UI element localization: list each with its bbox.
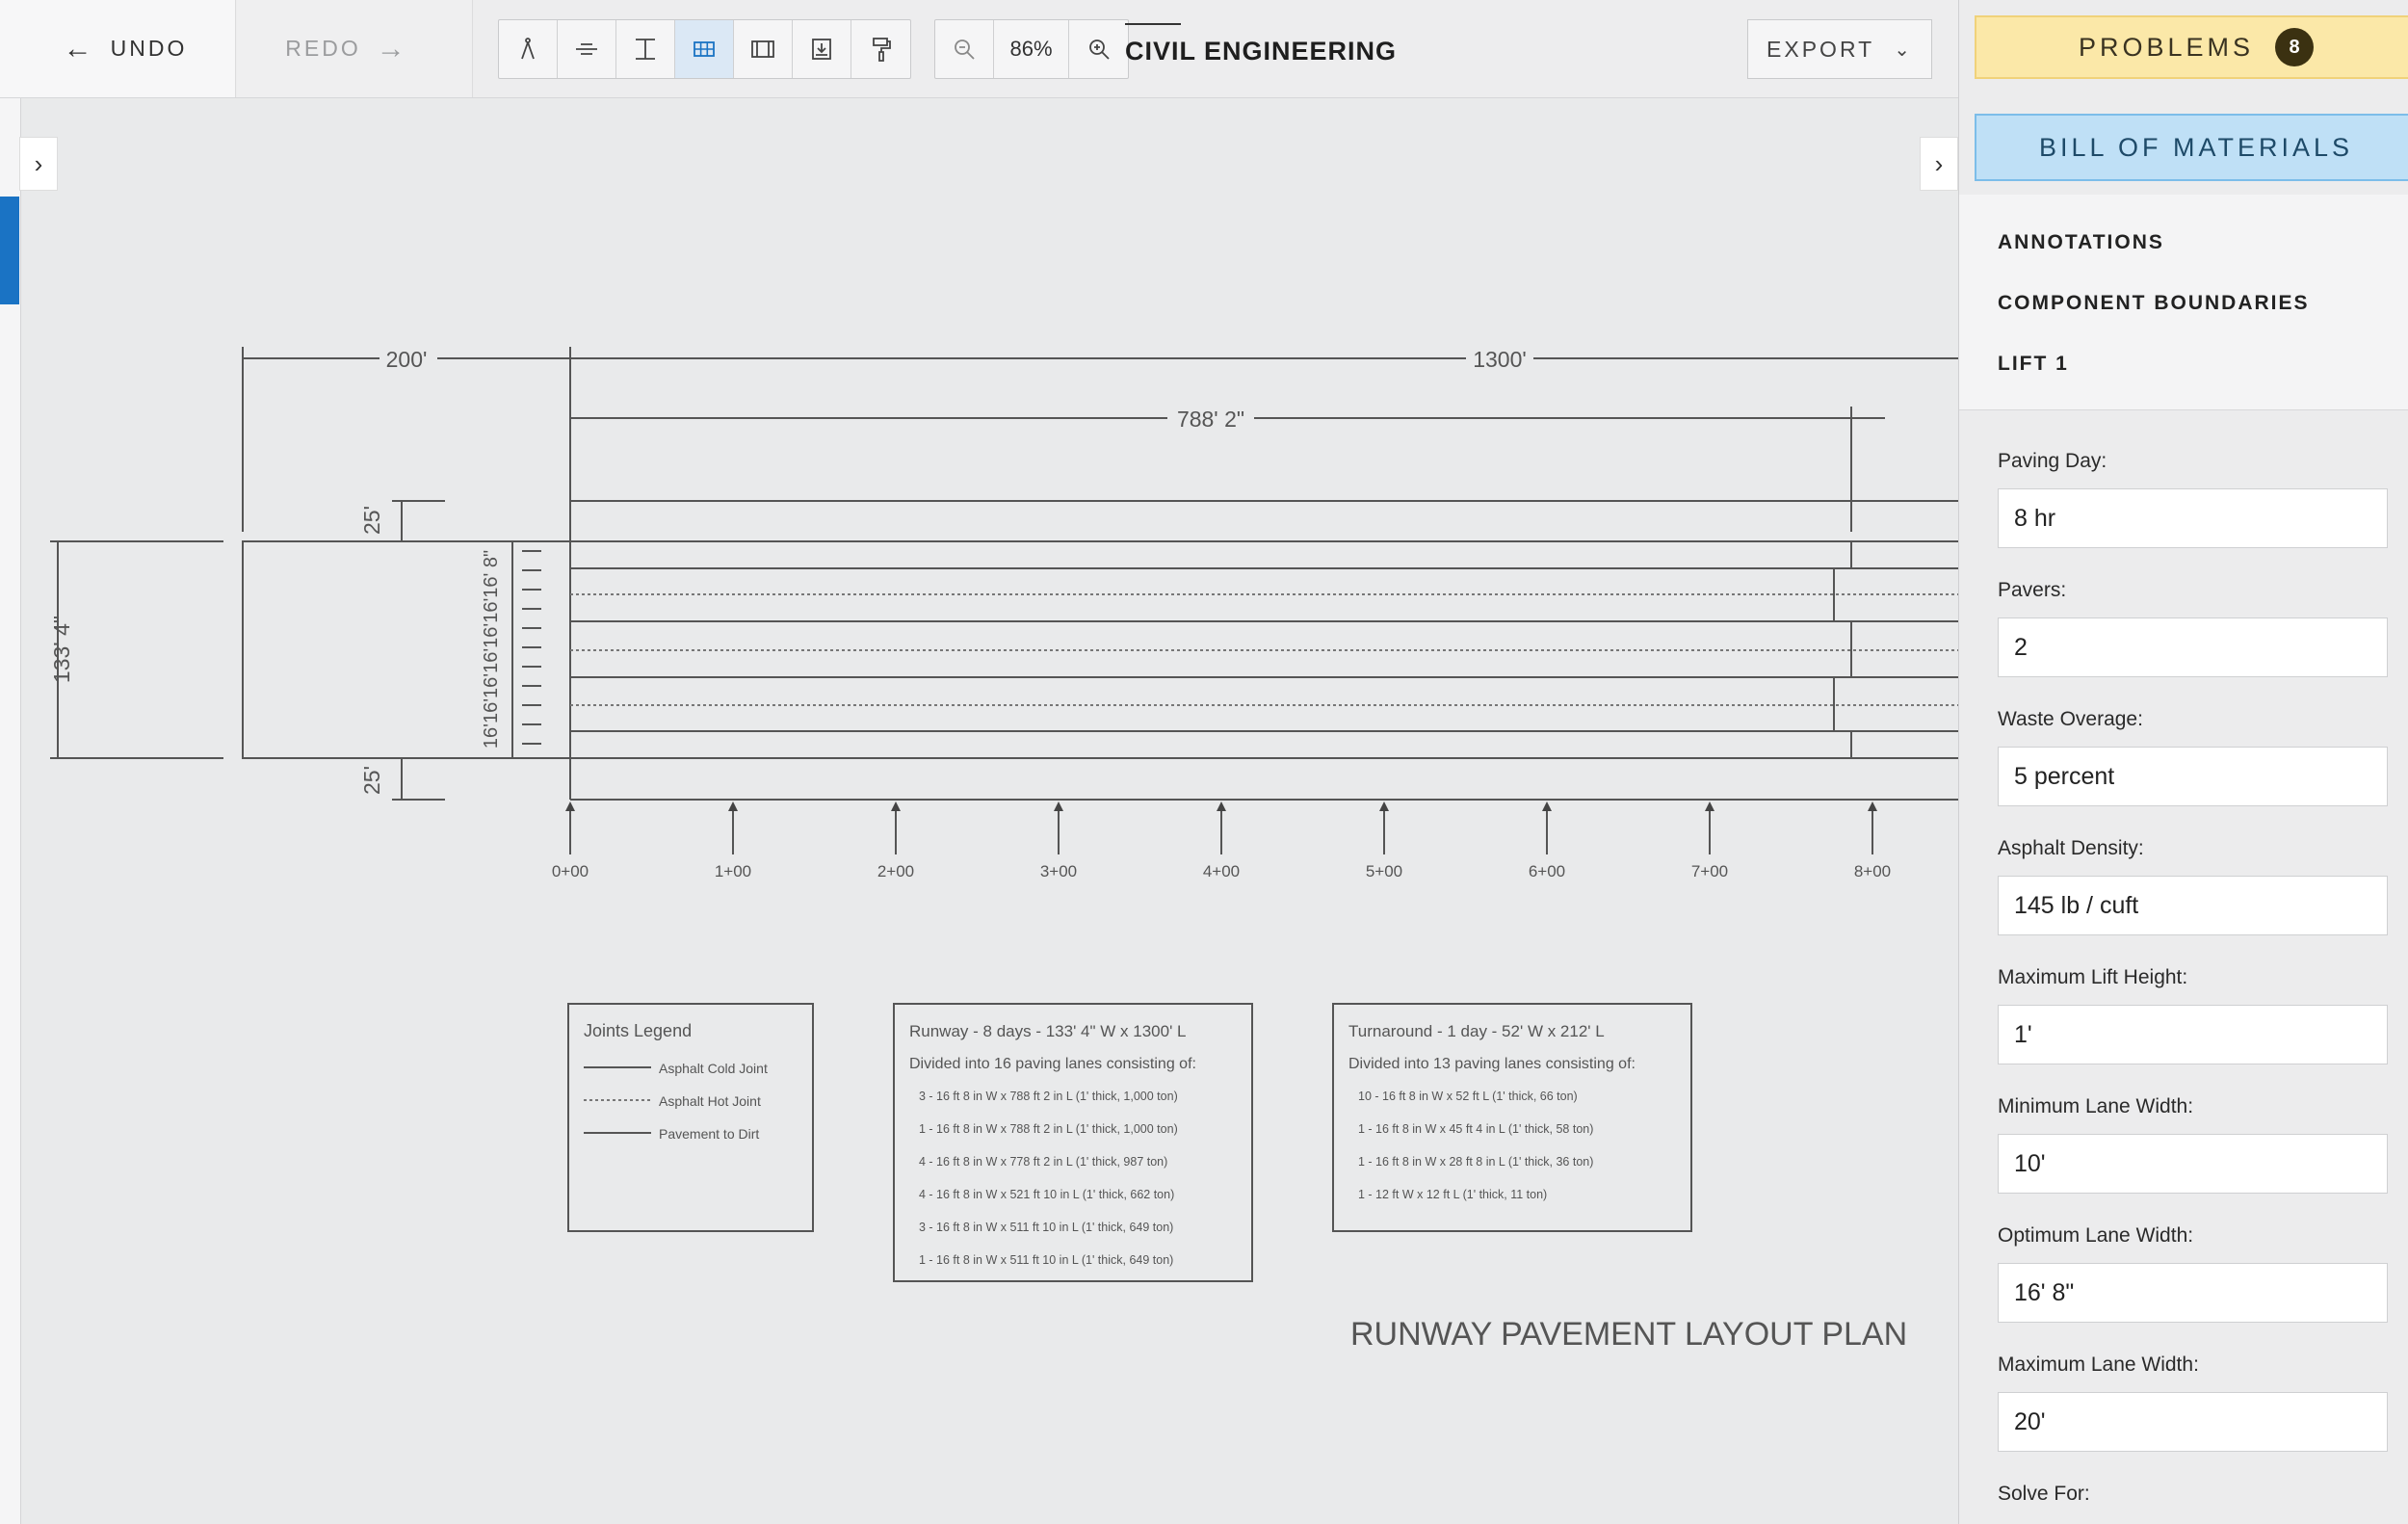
- expand-right-panel-button[interactable]: [1920, 137, 1958, 191]
- legend-item: Asphalt Cold Joint: [659, 1061, 768, 1076]
- grid-icon[interactable]: [675, 20, 734, 78]
- pavement-layout-drawing: [21, 98, 1958, 1524]
- joints-legend-title: Joints Legend: [584, 1021, 693, 1040]
- page-title: CIVIL ENGINEERING: [1125, 37, 1398, 66]
- bill-of-materials-button[interactable]: [1975, 114, 2408, 181]
- undo-button[interactable]: [0, 0, 236, 97]
- paving-day-label: Paving Day:: [1998, 450, 2107, 472]
- problems-label: PROBLEMS: [2078, 32, 2255, 62]
- problems-button[interactable]: [1975, 15, 2408, 79]
- pavers-label: Pavers:: [1998, 579, 2067, 601]
- station-label: 8+00: [1853, 862, 1892, 880]
- text-height-icon[interactable]: [616, 20, 675, 78]
- paving-day-field[interactable]: 8 hr: [1998, 488, 2388, 548]
- redo-label: REDO: [285, 36, 361, 61]
- section-list: [1959, 195, 2408, 410]
- problems-count-badge: 8: [2275, 28, 2314, 66]
- turnaround-lane-line: 1 - 16 ft 8 in W x 28 ft 8 in L (1' thick, 36 ton): [1358, 1155, 1594, 1169]
- left-accent-bar: [0, 197, 19, 304]
- turnaround-box-title: Turnaround - 1 day - 52' W x 212' L: [1348, 1022, 1605, 1040]
- turnaround-box-subtitle: Divided into 13 paving lanes consisting of:: [1348, 1056, 1636, 1072]
- drawing-tools-group: [498, 19, 911, 79]
- zoom-out-icon[interactable]: [935, 20, 994, 78]
- asphalt-density-field[interactable]: 145 lb / cuft: [1998, 876, 2388, 935]
- runway-lane-line: 4 - 16 ft 8 in W x 778 ft 2 in L (1' thick, 987 ton): [919, 1155, 1168, 1169]
- max-lane-width-field[interactable]: 20': [1998, 1392, 2388, 1452]
- runway-lane-line: 4 - 16 ft 8 in W x 521 ft 10 in L (1' thick, 662 ton): [919, 1188, 1175, 1201]
- station-label: 6+00: [1528, 862, 1566, 880]
- export-label: EXPORT: [1767, 36, 1875, 62]
- dim-turnaround-length: 200': [385, 347, 428, 372]
- station-label: 2+00: [877, 862, 915, 880]
- section-annotations[interactable]: ANNOTATIONS: [1998, 231, 2164, 253]
- zoom-in-icon[interactable]: [1069, 20, 1128, 78]
- station-label: 7+00: [1690, 862, 1729, 880]
- chevron-down-icon: ⌄: [1894, 39, 1913, 61]
- station-label: 1+00: [714, 862, 752, 880]
- zoom-level: 86%: [994, 20, 1069, 78]
- export-dropdown[interactable]: [1747, 19, 1932, 79]
- turnaround-lane-line: 1 - 12 ft W x 12 ft L (1' thick, 11 ton): [1358, 1188, 1548, 1201]
- station-label: 0+00: [551, 862, 589, 880]
- dim-width: 133' 4": [49, 615, 74, 684]
- legend-item: Pavement to Dirt: [659, 1126, 760, 1142]
- runway-box-title: Runway - 8 days - 133' 4" W x 1300' L: [909, 1022, 1187, 1040]
- runway-lane-line: 3 - 16 ft 8 in W x 788 ft 2 in L (1' thick, 1,000 ton): [919, 1090, 1178, 1103]
- min-lane-width-field[interactable]: 10': [1998, 1134, 2388, 1194]
- section-component-boundaries[interactable]: COMPONENT BOUNDARIES: [1998, 292, 2310, 314]
- optimum-lane-width-label: Optimum Lane Width:: [1998, 1224, 2194, 1247]
- max-lane-width-label: Maximum Lane Width:: [1998, 1353, 2199, 1376]
- panel-icon[interactable]: [734, 20, 793, 78]
- solve-for-label: Solve For:: [1998, 1483, 2090, 1505]
- station-label: 4+00: [1202, 862, 1241, 880]
- dim-runway-length: 1300': [1473, 347, 1527, 372]
- legend-item: Asphalt Hot Joint: [659, 1093, 761, 1109]
- pavers-field[interactable]: 2: [1998, 617, 2388, 677]
- paint-roller-icon[interactable]: [851, 20, 910, 78]
- optimum-lane-width-field[interactable]: 16' 8": [1998, 1263, 2388, 1323]
- undo-label: UNDO: [110, 36, 188, 61]
- plan-title: RUNWAY PAVEMENT LAYOUT PLAN: [1350, 1316, 1908, 1353]
- right-panel: [1958, 0, 2408, 1524]
- align-center-icon[interactable]: [558, 20, 616, 78]
- dim-offset-top: 25': [359, 506, 384, 535]
- runway-lane-line: 1 - 16 ft 8 in W x 511 ft 10 in L (1' thick, 649 ton): [919, 1253, 1174, 1267]
- asphalt-density-label: Asphalt Density:: [1998, 837, 2144, 859]
- waste-overage-label: Waste Overage:: [1998, 708, 2143, 730]
- drawing-canvas[interactable]: [0, 98, 1958, 1524]
- waste-overage-field[interactable]: 5 percent: [1998, 747, 2388, 806]
- section-lift-1[interactable]: LIFT 1: [1998, 353, 2069, 375]
- arrow-right-icon: →: [376, 32, 408, 65]
- turnaround-lane-line: 10 - 16 ft 8 in W x 52 ft L (1' thick, 66 ton): [1358, 1090, 1578, 1103]
- runway-box-subtitle: Divided into 16 paving lanes consisting of:: [909, 1056, 1196, 1072]
- top-toolbar: [0, 0, 1958, 98]
- zoom-group: [934, 19, 1129, 79]
- bom-label: BILL OF MATERIALS: [2038, 132, 2354, 162]
- dim-offset-bottom: 25': [359, 766, 384, 795]
- station-label: 5+00: [1365, 862, 1403, 880]
- chevron-right-icon: ›: [1934, 148, 1944, 178]
- runway-lane-line: 3 - 16 ft 8 in W x 511 ft 10 in L (1' thick, 649 ton): [919, 1221, 1174, 1234]
- redo-button[interactable]: [237, 0, 473, 97]
- station-label: 3+00: [1039, 862, 1078, 880]
- left-strip: [0, 98, 21, 1524]
- compass-icon[interactable]: [499, 20, 558, 78]
- turnaround-lane-line: 1 - 16 ft 8 in W x 45 ft 4 in L (1' thick, 58 ton): [1358, 1122, 1594, 1136]
- min-lane-width-label: Minimum Lane Width:: [1998, 1095, 2194, 1117]
- dim-segment-length: 788' 2": [1176, 407, 1245, 432]
- arrow-left-icon: ←: [63, 32, 95, 65]
- runway-summary-box: [894, 1004, 1252, 1281]
- max-lift-height-field[interactable]: 1': [1998, 1005, 2388, 1064]
- dim-lane-widths: 16'16'16'16'16'16'16' 8": [481, 549, 502, 749]
- max-lift-height-label: Maximum Lift Height:: [1998, 966, 2188, 988]
- runway-lane-line: 1 - 16 ft 8 in W x 788 ft 2 in L (1' thick, 1,000 ton): [919, 1122, 1178, 1136]
- chevron-right-icon: ›: [34, 148, 43, 178]
- title-accent: [1125, 23, 1181, 25]
- download-box-icon[interactable]: [793, 20, 851, 78]
